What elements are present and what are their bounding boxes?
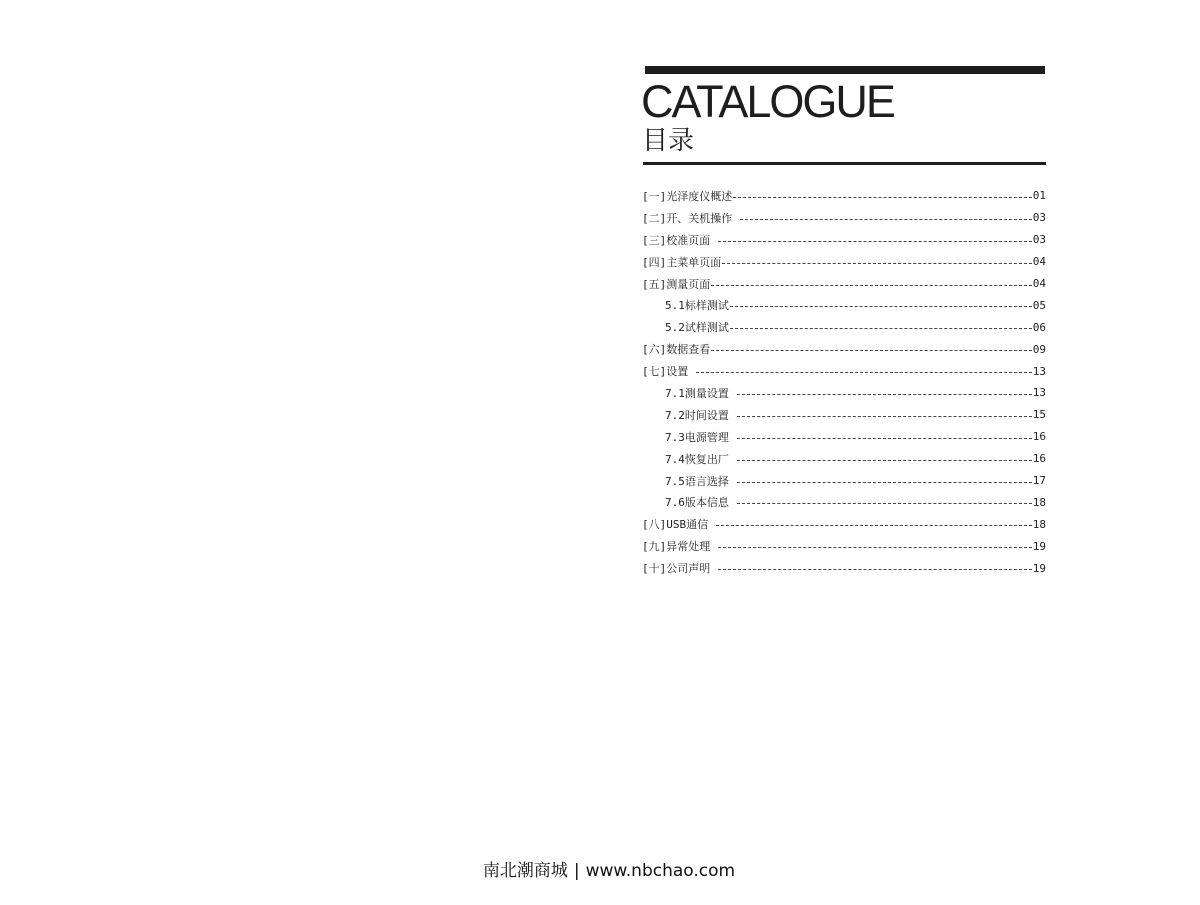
- toc-entry-page: 09: [1032, 342, 1046, 356]
- toc-entry[interactable]: [642, 470, 1046, 492]
- toc-entry-label: [四]主菜单页面: [642, 255, 722, 269]
- toc-entry[interactable]: [642, 491, 1046, 513]
- toc-entry-label: [八]USB通信: [642, 518, 709, 532]
- toc-entry-page: 19: [1032, 561, 1046, 575]
- toc-entry-label: 7.1测量设置: [665, 386, 729, 400]
- toc-dot-leader: [740, 218, 1032, 220]
- toc-entry-label: [十]公司声明: [642, 562, 711, 576]
- toc-entry-page: 16: [1032, 430, 1046, 444]
- toc-entry-page: 15: [1032, 408, 1046, 422]
- toc-entry[interactable]: [642, 535, 1046, 557]
- toc-dot-leader: [737, 437, 1032, 439]
- toc-entry-page: 01: [1032, 189, 1046, 203]
- toc-dot-leader: [737, 502, 1032, 504]
- toc-entry-label: 7.4恢复出厂: [665, 452, 729, 466]
- toc-entry-label: [五]测量页面: [642, 277, 711, 291]
- table-of-contents: [642, 185, 1046, 579]
- toc-dot-leader: [737, 459, 1032, 461]
- toc-dot-leader: [718, 240, 1032, 242]
- footer-url-link[interactable]: www.nbchao.com: [585, 861, 736, 881]
- catalogue-subtitle: 目录: [642, 126, 695, 156]
- toc-dot-leader: [718, 546, 1032, 548]
- toc-entry-page: 13: [1032, 364, 1046, 378]
- footer-separator: |: [573, 861, 580, 881]
- toc-entry-page: 17: [1032, 474, 1046, 488]
- toc-dot-leader: [733, 196, 1032, 198]
- toc-entry-label: [九]异常处理: [642, 540, 711, 554]
- toc-entry-page: 19: [1032, 539, 1046, 553]
- toc-entry-label: 7.5语言选择: [665, 474, 729, 488]
- toc-entry-page: 13: [1032, 386, 1046, 400]
- toc-entry[interactable]: [642, 316, 1046, 338]
- toc-entry-page: 03: [1032, 233, 1046, 247]
- toc-entry-page: 18: [1032, 495, 1046, 509]
- toc-dot-leader: [718, 568, 1032, 570]
- toc-entry[interactable]: [642, 513, 1046, 535]
- toc-entry[interactable]: [642, 185, 1046, 207]
- toc-entry-label: 7.3电源管理: [665, 430, 729, 444]
- toc-entry-label: 7.6版本信息: [665, 496, 729, 510]
- toc-entry-label: 5.2试样测试: [665, 321, 729, 335]
- toc-entry-page: 03: [1032, 211, 1046, 225]
- toc-entry[interactable]: [642, 448, 1046, 470]
- top-rule: [645, 66, 1045, 74]
- toc-entry[interactable]: [642, 360, 1046, 382]
- toc-dot-leader: [737, 415, 1032, 417]
- toc-entry-label: [二]开、关机操作: [642, 211, 733, 225]
- toc-entry[interactable]: [642, 557, 1046, 579]
- toc-entry-page: 04: [1032, 277, 1046, 290]
- toc-entry[interactable]: [642, 382, 1046, 404]
- toc-dot-leader: [737, 481, 1032, 483]
- toc-entry-label: [一]光泽度仪概述: [642, 189, 733, 203]
- toc-dot-leader: [716, 524, 1032, 526]
- toc-dot-leader: [730, 305, 1032, 307]
- toc-entry-label: [三]校准页面: [642, 233, 711, 247]
- title-divider: [643, 162, 1046, 165]
- toc-entry[interactable]: [642, 294, 1046, 316]
- footer: [0, 856, 1200, 881]
- footer-brand: 南北潮商城: [482, 861, 568, 881]
- toc-dot-leader: [696, 371, 1032, 373]
- toc-dot-leader: [722, 262, 1032, 264]
- toc-entry-page: 16: [1032, 452, 1046, 466]
- toc-entry[interactable]: [642, 273, 1046, 295]
- toc-entry[interactable]: [642, 338, 1046, 360]
- catalogue-title: CATALOGUE: [641, 76, 894, 127]
- toc-entry-page: 06: [1032, 320, 1046, 334]
- toc-dot-leader: [711, 349, 1032, 351]
- toc-entry-label: [七]设置: [642, 365, 689, 379]
- toc-entry[interactable]: [642, 426, 1046, 448]
- toc-entry-page: 04: [1032, 255, 1046, 269]
- toc-entry-page: 05: [1032, 298, 1046, 312]
- toc-dot-leader: [737, 393, 1032, 395]
- toc-entry[interactable]: [642, 251, 1046, 273]
- toc-entry[interactable]: [642, 229, 1046, 251]
- toc-dot-leader: [711, 284, 1032, 286]
- toc-entry-label: 7.2时间设置: [665, 408, 729, 422]
- toc-entry[interactable]: [642, 207, 1046, 229]
- toc-entry[interactable]: [642, 404, 1046, 426]
- toc-dot-leader: [730, 327, 1032, 329]
- toc-entry-page: 18: [1032, 517, 1046, 531]
- toc-entry-label: 5.1标样测试: [665, 299, 729, 313]
- toc-entry-label: [六]数据查看: [642, 343, 711, 357]
